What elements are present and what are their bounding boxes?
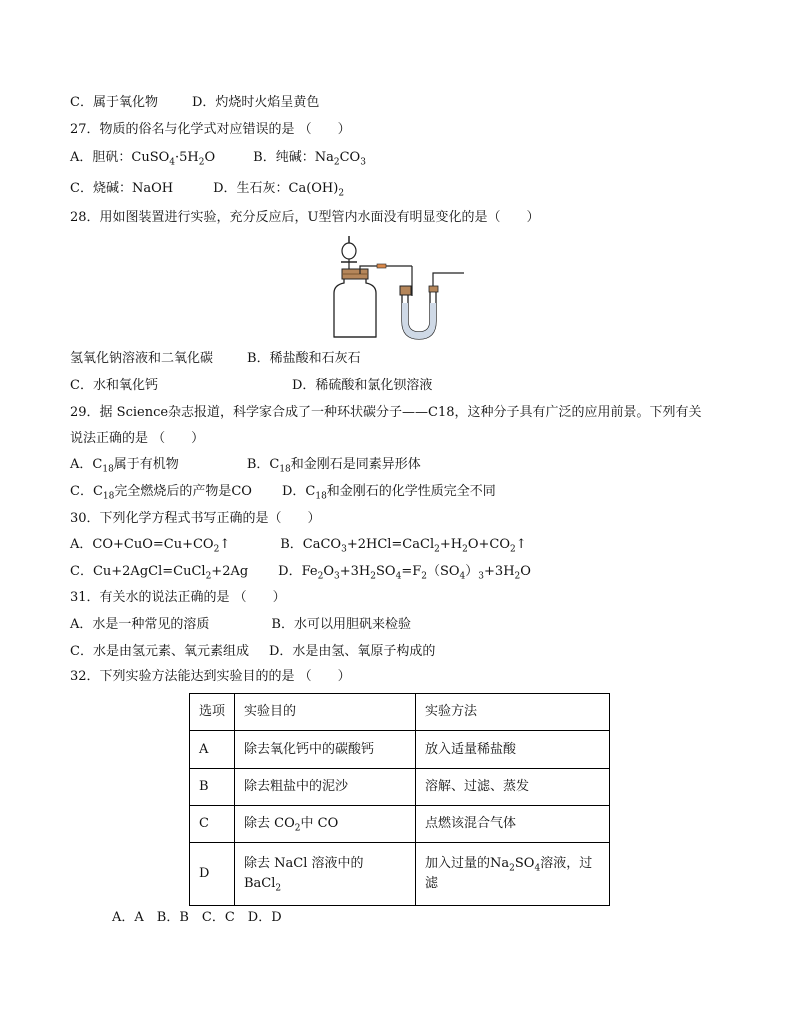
table-cell-option: B xyxy=(190,769,235,806)
q28-option-c: C．水和氧化钙 xyxy=(70,378,158,393)
table-cell-option: D xyxy=(190,843,235,906)
q31-stem: 31．有关水的说法正确的是 （ ） xyxy=(70,590,286,605)
experiment-table xyxy=(189,693,610,906)
q27-options-ab xyxy=(70,149,366,167)
table-cell-option: A xyxy=(190,731,235,769)
table-cell-method: 溶解、过滤、蒸发 xyxy=(416,769,610,806)
q30-option-c: C．Cu+2AgCl=CuCl$_2$+2Ag xyxy=(70,564,249,582)
q28-option-a: 氢氧化钠溶液和二氧化碳 xyxy=(70,351,214,366)
table-row xyxy=(190,769,610,806)
table-row xyxy=(190,731,610,769)
q31-option-d: D．水是由氢、氧原子构成的 xyxy=(268,644,436,659)
q26-option-d: D．灼烧时火焰呈黄色 xyxy=(191,95,320,110)
q29-option-b: B．$C_{18}$和金刚石是同素异形体 xyxy=(246,457,421,475)
q31-option-c: C．水是由氢元素、氧元素组成 xyxy=(70,644,249,659)
q30-option-d: D．$Fe_2O_3+3H_2SO_4=F_2(SO_4)_3+3H_2O$ xyxy=(278,564,531,582)
q30-stem: 30．下列化学方程式书写正确的是（ ） xyxy=(70,511,321,526)
table-cell-goal: 除去氧化钙中的碳酸钙 xyxy=(235,731,416,769)
table-cell-goal: 除去 NaCl 溶液中的 BaCl$_2$ xyxy=(235,843,416,906)
q28-options-cd xyxy=(70,377,432,395)
table-header-cell: 实验目的 xyxy=(235,694,416,731)
table-cell-method: 加入过量的$Na_2SO_4$溶液，过 滤 xyxy=(416,843,610,906)
q29-option-c: C．$C_{18}$完全燃烧后的产物是CO xyxy=(70,484,252,502)
q30-option-a: A．$CO+CuO=Cu+CO_2↑$ xyxy=(70,537,231,555)
q29-options-ab xyxy=(70,456,421,474)
q29-stem-line2: 说法正确的是 （ ） xyxy=(70,431,205,446)
q29-option-a: A．$C_{18}$属于有机物 xyxy=(70,457,179,475)
q30-options-ab xyxy=(70,536,527,554)
q31-option-b: B．水可以用胆矾来检验 xyxy=(271,617,411,632)
table-row xyxy=(190,806,610,843)
q28-stem: 28．用如图装置进行实验，充分反应后，U型管内水面没有明显变化的是（ ） xyxy=(70,210,540,225)
q29-option-d: D．$C_{18}$和金刚石的化学性质完全不同 xyxy=(281,484,496,502)
q26-options xyxy=(70,94,319,112)
table-header-row xyxy=(190,694,610,731)
q27-option-b: B．纯碱：$Na_2CO_3$ xyxy=(253,150,366,168)
q29-options-cd xyxy=(70,483,496,501)
table-cell-method: 点燃该混合气体 xyxy=(416,806,610,843)
q28-option-b: B．稀盐酸和石灰石 xyxy=(247,351,361,366)
table-cell-goal: 除去 $CO_2$中 CO xyxy=(235,806,416,843)
u-tube-apparatus-diagram xyxy=(322,233,467,341)
q28-option-d: D．稀硫酸和氯化钡溶液 xyxy=(291,378,433,393)
q28-options-ab xyxy=(70,350,361,368)
table-cell-method: 放入适量稀盐酸 xyxy=(416,731,610,769)
table-header-cell: 选项 xyxy=(190,694,235,731)
q27-stem: 27．物质的俗名与化学式对应错误的是 （ ） xyxy=(70,122,351,137)
q31-options-ab xyxy=(70,616,411,634)
table-header-cell: 实验方法 xyxy=(416,694,610,731)
q27-option-c: C．烧碱：NaOH xyxy=(70,181,174,196)
table-cell-option: C xyxy=(190,806,235,843)
q27-option-d: D．生石灰：$Ca(OH)_2$ xyxy=(213,181,345,199)
q27-option-a: A．胆矾：$CuSO_4\cdot 5H_2O$ xyxy=(70,150,216,168)
q31-options-cd xyxy=(70,643,435,661)
q26-option-c: C．属于氧化物 xyxy=(70,95,158,110)
q32-stem: 32．下列实验方法能达到实验目的的是 （ ） xyxy=(70,669,351,684)
q31-option-a: A．水是一种常见的溶质 xyxy=(70,617,210,632)
q32-answer-options: A．A B．B C．C D．D xyxy=(112,910,282,925)
q29-stem-line1: 29．据 Science杂志报道，科学家合成了一种环状碳分子——C18，这种分子具有广泛的应用前景。下列有关 xyxy=(70,405,702,420)
table-cell-goal: 除去粗盐中的泥沙 xyxy=(235,769,416,806)
table-row xyxy=(190,843,610,906)
q27-options-cd xyxy=(70,180,344,198)
q30-options-cd xyxy=(70,563,531,581)
q30-option-b: B．$CaCO_3+2HCl=CaCl_2+H_2O+CO_2↑$ xyxy=(280,537,527,555)
